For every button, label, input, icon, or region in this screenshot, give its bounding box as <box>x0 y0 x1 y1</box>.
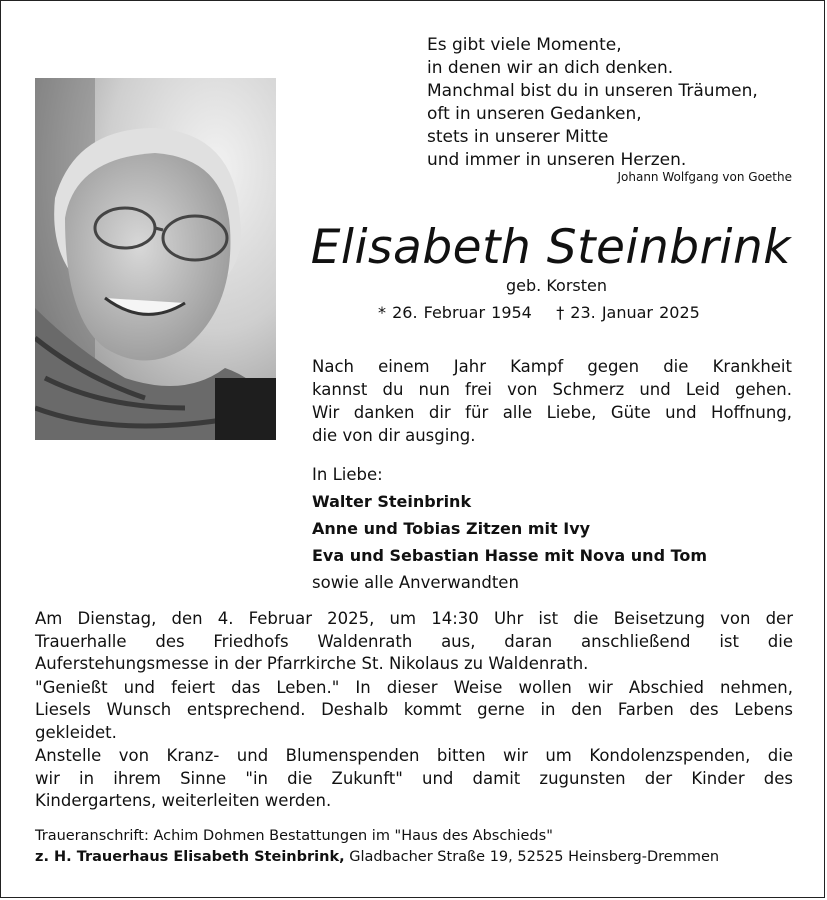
intro-line: die von dir ausging. <box>312 426 476 445</box>
intro-line: Nach einem Jahr Kampf gegen die Krankheit <box>312 357 792 376</box>
notice-line: gekleidet. <box>35 722 117 742</box>
address-line-2 <box>35 847 719 868</box>
portrait-photo <box>35 78 276 440</box>
poem-line: oft in unseren Gedanken, <box>427 104 642 124</box>
life-dates <box>378 303 700 322</box>
poem-line: in denen wir an dich denken. <box>427 58 674 78</box>
birth-date: * 26. Februar 1954 <box>378 303 532 322</box>
notice-line: "Genießt und feiert das Leben." In dieser Weise wollen wir Abschied nehmen, <box>35 677 793 697</box>
address-line-1: Traueranschrift: Achim Dohmen Bestattungen im "Haus des Abschieds" <box>35 828 553 844</box>
portrait-photo-image <box>35 78 276 440</box>
intro-text <box>312 355 792 447</box>
poem-author: Johann Wolfgang von Goethe <box>617 170 792 184</box>
notice-line: Auferstehungsmesse in der Pfarrkirche St. Nikolaus zu Waldenrath. <box>35 654 589 673</box>
signers-closing: sowie alle Anverwandten <box>312 573 519 592</box>
notice-line: Kindergartens, weiterleiten werden. <box>35 791 332 810</box>
notice-line: Anstelle von Kranz- und Blumenspenden bitten wir um Kondolenzspenden, die <box>35 746 793 765</box>
death-date: † 23. Januar 2025 <box>556 303 700 322</box>
poem-line: Manchmal bist du in unseren Träumen, <box>427 81 758 101</box>
notice-line: wir in ihrem Sinne "in die Zukunft" und damit zugunsten der Kinder des <box>35 768 793 788</box>
deceased-name: Elisabeth Steinbrink <box>310 220 791 275</box>
intro-line: kannst du nun frei von Schmerz und Leid gehen. <box>312 380 792 399</box>
birth-name: geb. Korsten <box>506 276 607 295</box>
signers <box>312 461 707 596</box>
mourning-address <box>35 826 719 868</box>
signer-name: Walter Steinbrink <box>312 492 472 511</box>
signer-name: Eva und Sebastian Hasse mit Nova und Tom <box>312 546 708 565</box>
signers-lead: In Liebe: <box>312 465 383 484</box>
poem-line: stets in unserer Mitte <box>427 127 609 147</box>
notice-line: Trauerhalle des Friedhofs Waldenrath aus, daran anschließend ist die <box>35 631 793 651</box>
notice-line: Liesels Wunsch entsprechend. Deshalb kommt gerne in den Farben des Lebens <box>35 700 793 719</box>
intro-line: Wir danken dir für alle Liebe, Güte und Hoffnung, <box>312 403 792 422</box>
notice-line: Am Dienstag, den 4. Februar 2025, um 14:30 Uhr ist die Beisetzung von der <box>35 609 793 628</box>
poem <box>427 34 758 172</box>
address-recipient: z. H. Trauerhaus Elisabeth Steinbrink, <box>35 849 345 865</box>
address-street: Gladbacher Straße 19, 52525 Heinsberg-Dremmen <box>344 849 720 865</box>
poem-line: Es gibt viele Momente, <box>427 35 622 55</box>
funeral-notice-text <box>35 608 793 813</box>
signer-name: Anne und Tobias Zitzen mit Ivy <box>312 519 591 538</box>
poem-line: und immer in unseren Herzen. <box>427 150 687 170</box>
